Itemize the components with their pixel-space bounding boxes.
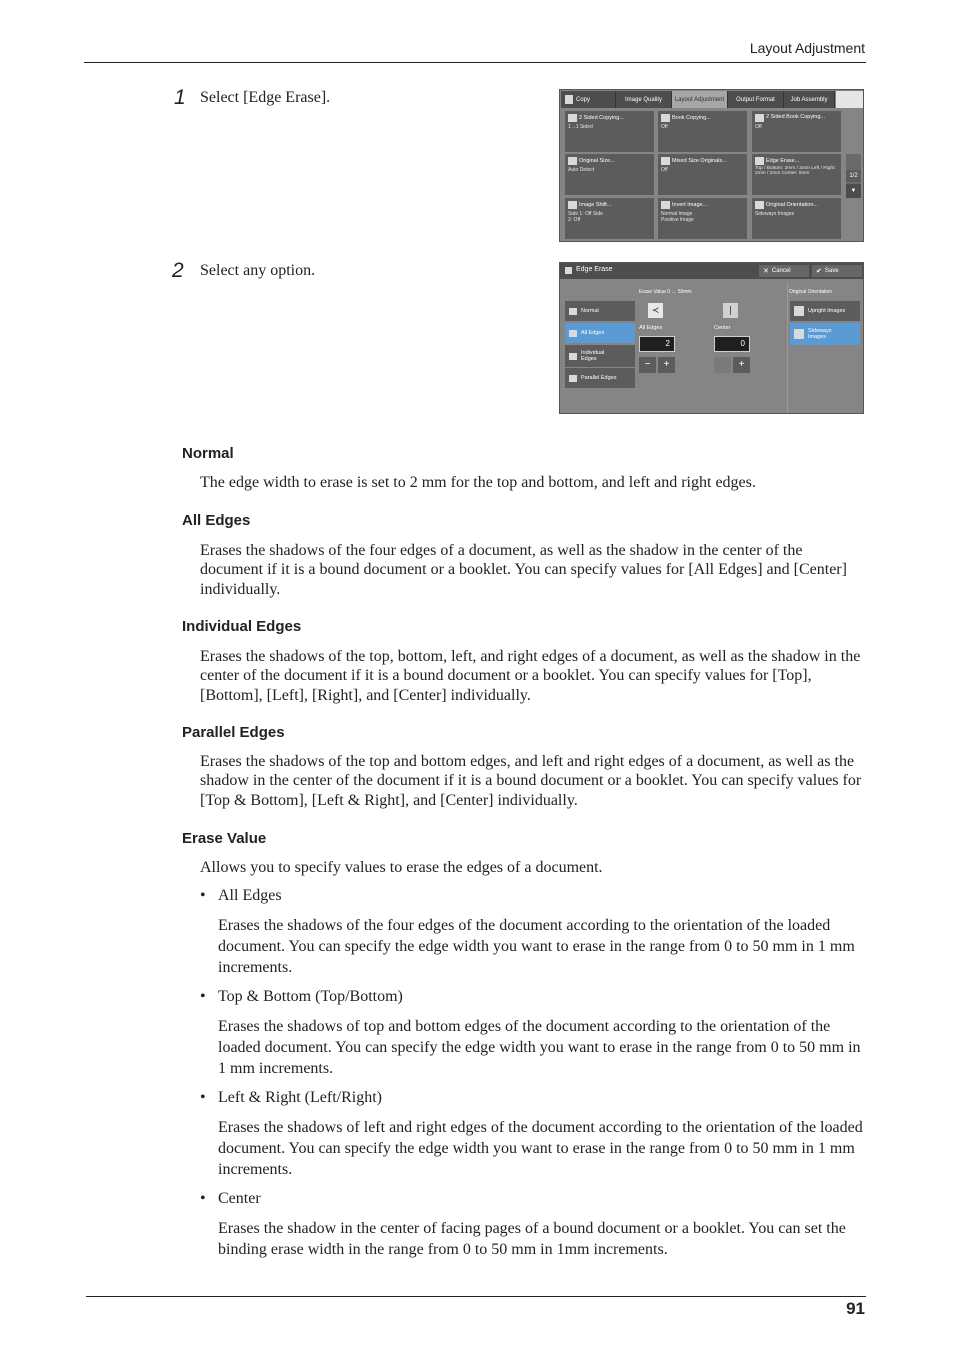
page-indicator: 1/2 (846, 170, 861, 182)
bullet-left-right: • Left & Right (Left/Right) (200, 1089, 382, 1106)
image-shift-icon (568, 201, 577, 209)
tile-original-size[interactable]: Original Size... Auto Detect (565, 154, 654, 195)
page-number: 91 (846, 1299, 865, 1318)
all-edges-diagram-icon: ≺ (648, 303, 663, 318)
tab-copy[interactable]: Copy (561, 91, 616, 108)
tab-output-format[interactable]: Output Format (728, 91, 784, 108)
bullet-all-edges-text: Erases the shadows of the four edges of the document according to the orientation of the loaded document. You can specify the edge width you want to erase in the range from 0 to 50 mm in 1 mm increments. (218, 917, 855, 976)
option-parallel-edges[interactable]: Parallel Edges (565, 368, 635, 388)
all-edges-icon (569, 330, 577, 337)
header-divider (84, 62, 866, 63)
original-size-icon (568, 157, 577, 165)
erase-value-label: Erase Value 0 ↔ 50mm (639, 289, 692, 295)
option-normal[interactable]: Normal (565, 301, 635, 321)
sideways-images-icon (794, 329, 804, 339)
tile-edge-erase[interactable]: Edge Erase... Top / Bottom: 2mm / 2mm Left / Right: 2mm / 2mm Center: 0mm (752, 154, 841, 195)
heading-parallel-edges: Parallel Edges (182, 724, 285, 741)
screen-title: Edge Erase (576, 266, 613, 273)
center-increase-button[interactable]: + (733, 357, 750, 373)
step-1-number: 1 (174, 86, 186, 109)
original-orientation-label: Original Orientation (789, 289, 833, 295)
tile-image-shift[interactable]: Image Shift... Side 1: Off Side 2: Off (565, 198, 654, 239)
paragraph-erase-value: Allows you to specify values to erase the edges of a document. (200, 859, 603, 876)
heading-erase-value: Erase Value (182, 830, 267, 847)
bullet-center: • Center (200, 1190, 261, 1207)
step-2-number: 2 (172, 259, 184, 282)
tile-mixed-size-originals[interactable]: Mixed Size Originals... Off (658, 154, 747, 195)
normal-icon (569, 308, 577, 315)
all-edges-label: All Edges (639, 325, 663, 331)
center-label: Center (714, 325, 731, 331)
panel-divider (787, 283, 788, 413)
paragraph-parallel-edges: Erases the shadows of the top and bottom edges, and left and right edges of a document, as well as the shadow in the center of the document if it is a bound document or a booklet. You can specify values for [Top & Bottom], [Left & Right], and [Center] individually. (200, 753, 862, 809)
mixed-size-icon (661, 157, 670, 165)
step-1-text: Select [Edge Erase]. (200, 89, 331, 106)
center-value[interactable]: 0 (714, 336, 750, 352)
orientation-icon (755, 201, 764, 209)
heading-normal: Normal (182, 445, 234, 462)
header-title: Layout Adjustment (749, 40, 865, 56)
all-edges-value[interactable]: 2 (639, 336, 675, 352)
copy-icon (565, 95, 573, 104)
cancel-button[interactable]: ✕ Cancel (759, 265, 809, 277)
all-edges-increase-button[interactable]: + (658, 357, 675, 373)
bullet-all-edges: • All Edges (200, 887, 282, 904)
duplex-icon (568, 114, 577, 122)
tab-job-assembly[interactable]: Job Assembly (784, 91, 835, 108)
bullet-top-bottom-text: Erases the shadows of top and bottom edges of the document according to the orientation of the loaded document. You can specify the edge width you want to erase in the range from 0 to 50 mm in 1 mm increments. (218, 1018, 861, 1077)
tab-layout-adjustment[interactable]: Layout Adjustment (672, 91, 728, 108)
check-icon: ✔ (816, 268, 822, 275)
tab-image-quality[interactable]: Image Quality (616, 91, 672, 108)
heading-all-edges: All Edges (182, 512, 251, 529)
heading-individual-edges: Individual Edges (182, 618, 302, 635)
paragraph-normal: The edge width to erase is set to 2 mm for the top and bottom, and left and right edges. (200, 474, 756, 491)
step-2-text: Select any option. (200, 262, 316, 279)
close-icon: ✕ (763, 268, 769, 275)
center-decrease-button-disabled (714, 357, 731, 373)
book-icon (661, 114, 670, 122)
bullet-left-right-text: Erases the shadows of left and right edges of the document according to the orientation of the loaded document. You can specify the edge width you want to erase in the range from 0 to 50 mm in 1 mm increments. (218, 1119, 863, 1178)
edge-erase-icon (755, 157, 764, 165)
orientation-upright-images[interactable]: Upright Images (790, 301, 860, 321)
tile-book-copying[interactable]: Book Copying... Off (658, 111, 747, 152)
bullet-top-bottom: • Top & Bottom (Top/Bottom) (200, 988, 403, 1005)
bullet-center-text: Erases the shadow in the center of facing pages of a bound document or a booklet. You can set the binding erase width in the range from 0 to 50 mm in 1mm increments. (218, 1220, 846, 1258)
footer-divider (86, 1296, 866, 1297)
invert-image-icon (661, 201, 670, 209)
tab-bar-empty (836, 91, 863, 108)
center-diagram-icon: ∣ (723, 303, 738, 318)
title-bar (560, 263, 863, 279)
tile-2-sided-book-copying[interactable]: 2 Sided Book Copying... Off (752, 111, 841, 152)
save-button[interactable]: ✔ Save (812, 265, 862, 277)
scroll-down-button[interactable]: ▼ (846, 184, 861, 198)
paragraph-all-edges: Erases the shadows of the four edges of a document, as well as the shadow in the center of the document if it is a bound document or a booklet. You can specify values for [All Edges] and [Center] individually. (200, 542, 847, 598)
tile-original-orientation[interactable]: Original Orientation... Sideways Images (752, 198, 841, 239)
edge-erase-screenshot (559, 262, 864, 414)
upright-images-icon (794, 306, 804, 316)
edge-erase-icon (565, 267, 572, 274)
book-duplex-icon (755, 114, 764, 122)
individual-edges-icon (569, 353, 577, 360)
tile-2-sided-copying[interactable]: 2 Sided Copying... 1→1 Sided (565, 111, 654, 152)
option-individual-edges[interactable]: Individual Edges (565, 345, 635, 367)
paragraph-individual-edges: Erases the shadows of the top, bottom, left, and right edges of a document, as well as the shadow in the center of the document if it is a bound document or a booklet. You can specify values for [Top], [Bottom], [Left], [Right], and [Center] individually. (200, 648, 861, 704)
parallel-edges-icon (569, 375, 577, 382)
orientation-sideways-images[interactable]: Sideways Images (790, 323, 860, 345)
tile-invert-image[interactable]: Invert Image... Normal Image Positive Image (658, 198, 747, 239)
all-edges-decrease-button[interactable]: − (639, 357, 656, 373)
layout-adjustment-screenshot (559, 89, 864, 242)
option-all-edges[interactable]: All Edges (565, 323, 635, 343)
